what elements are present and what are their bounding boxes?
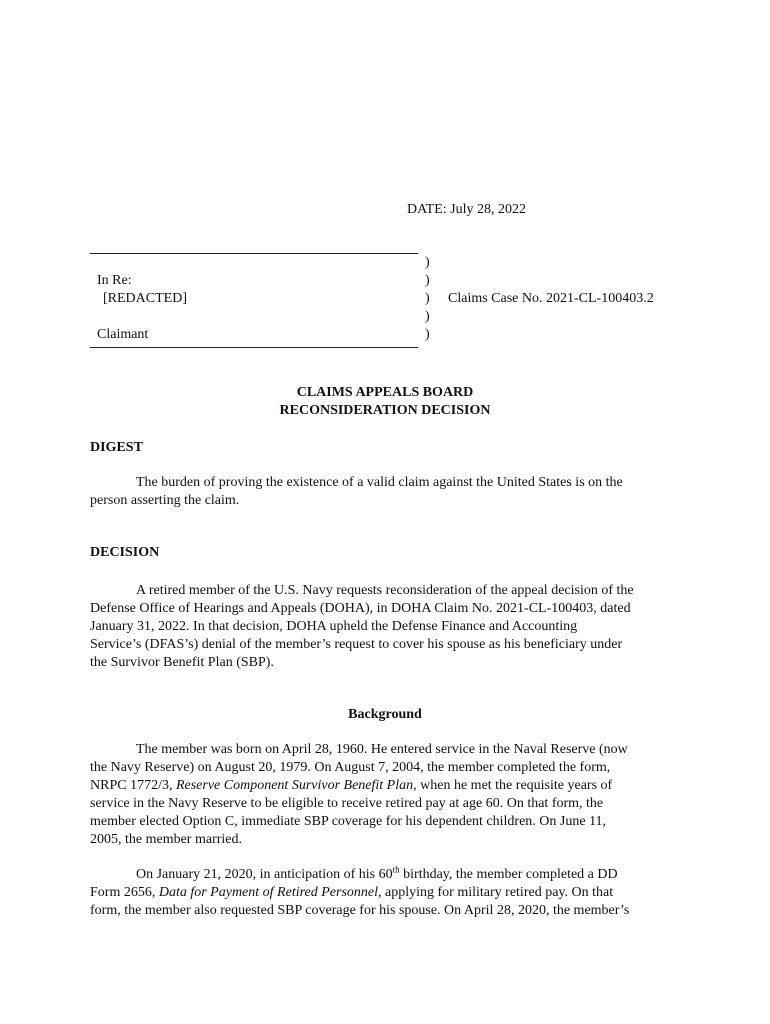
text-run: , applying for military retired pay. On that — [378, 885, 614, 900]
ordinal-suffix: th — [392, 864, 400, 875]
text-run: , when he met the requisite years of — [413, 778, 613, 793]
form-title: Data for Payment of Retired Personnel — [158, 885, 379, 900]
text-line: A retired member of the U.S. Navy requests reconsideration of the appeal decision of the — [136, 583, 634, 598]
form-title: Reserve Component Survivor Benefit Plan — [175, 778, 414, 793]
caption-paren: ) — [425, 309, 430, 324]
text-line: The member was born on April 28, 1960. He entered service in the Naval Reserve (now — [136, 742, 628, 757]
text-run: Form 2656, — [90, 885, 159, 900]
decision-type-title: RECONSIDERATION DECISION — [279, 403, 491, 418]
text-run: On January 21, 2020, in anticipation of his 60 — [136, 867, 393, 882]
date-line: DATE: July 28, 2022 — [407, 202, 526, 217]
digest-paragraph — [90, 474, 680, 510]
background-heading: Background — [348, 707, 422, 722]
decision-paragraph — [90, 582, 680, 672]
caption-bottom-rule — [90, 347, 418, 348]
decision-heading: DECISION — [90, 545, 160, 560]
text-line: Defense Office of Hearings and Appeals (DOHA), in DOHA Claim No. 2021-CL-100403, dated — [90, 601, 631, 616]
text-line: 2005, the member married. — [90, 832, 243, 847]
text-line — [90, 884, 680, 902]
text-line: The burden of proving the existence of a valid claim against the United States is on the — [136, 475, 623, 490]
claimant-name: [REDACTED] — [103, 291, 187, 306]
text-line: service in the Navy Reserve to be eligible to receive retired pay at age 60. On that form, the — [90, 796, 604, 811]
text-line: the Survivor Benefit Plan (SBP). — [90, 655, 274, 670]
text-line: person asserting the claim. — [90, 493, 240, 508]
background-paragraph-2 — [90, 866, 680, 920]
digest-heading: DIGEST — [90, 440, 143, 455]
text-line: January 31, 2022. In that decision, DOHA upheld the Defense Finance and Accounting — [90, 619, 578, 634]
text-line — [90, 777, 680, 795]
claimant-label: Claimant — [97, 327, 149, 342]
caption-paren: ) — [425, 255, 430, 270]
caption-top-rule — [90, 253, 418, 254]
caption-paren: ) — [425, 291, 430, 306]
background-paragraph-1 — [90, 741, 680, 849]
text-line: the Navy Reserve) on August 20, 1979. On August 7, 2004, the member completed the form, — [90, 760, 611, 775]
case-number: Claims Case No. 2021-CL-100403.2 — [448, 291, 654, 306]
caption-paren: ) — [425, 327, 430, 342]
text-line: form, the member also requested SBP coverage for his spouse. On April 28, 2020, the member’s — [90, 903, 630, 918]
text-line: Service’s (DFAS’s) denial of the member’s request to cover his spouse as his beneficiary under — [90, 637, 623, 652]
in-re-label: In Re: — [97, 273, 132, 288]
caption-paren: ) — [425, 273, 430, 288]
text-line — [90, 866, 680, 884]
text-run: NRPC 1772/3, — [90, 778, 176, 793]
text-run: birthday, the member completed a DD — [399, 867, 618, 882]
text-line: member elected Option C, immediate SBP coverage for his dependent children. On June 11, — [90, 814, 607, 829]
board-title: CLAIMS APPEALS BOARD — [296, 385, 474, 400]
